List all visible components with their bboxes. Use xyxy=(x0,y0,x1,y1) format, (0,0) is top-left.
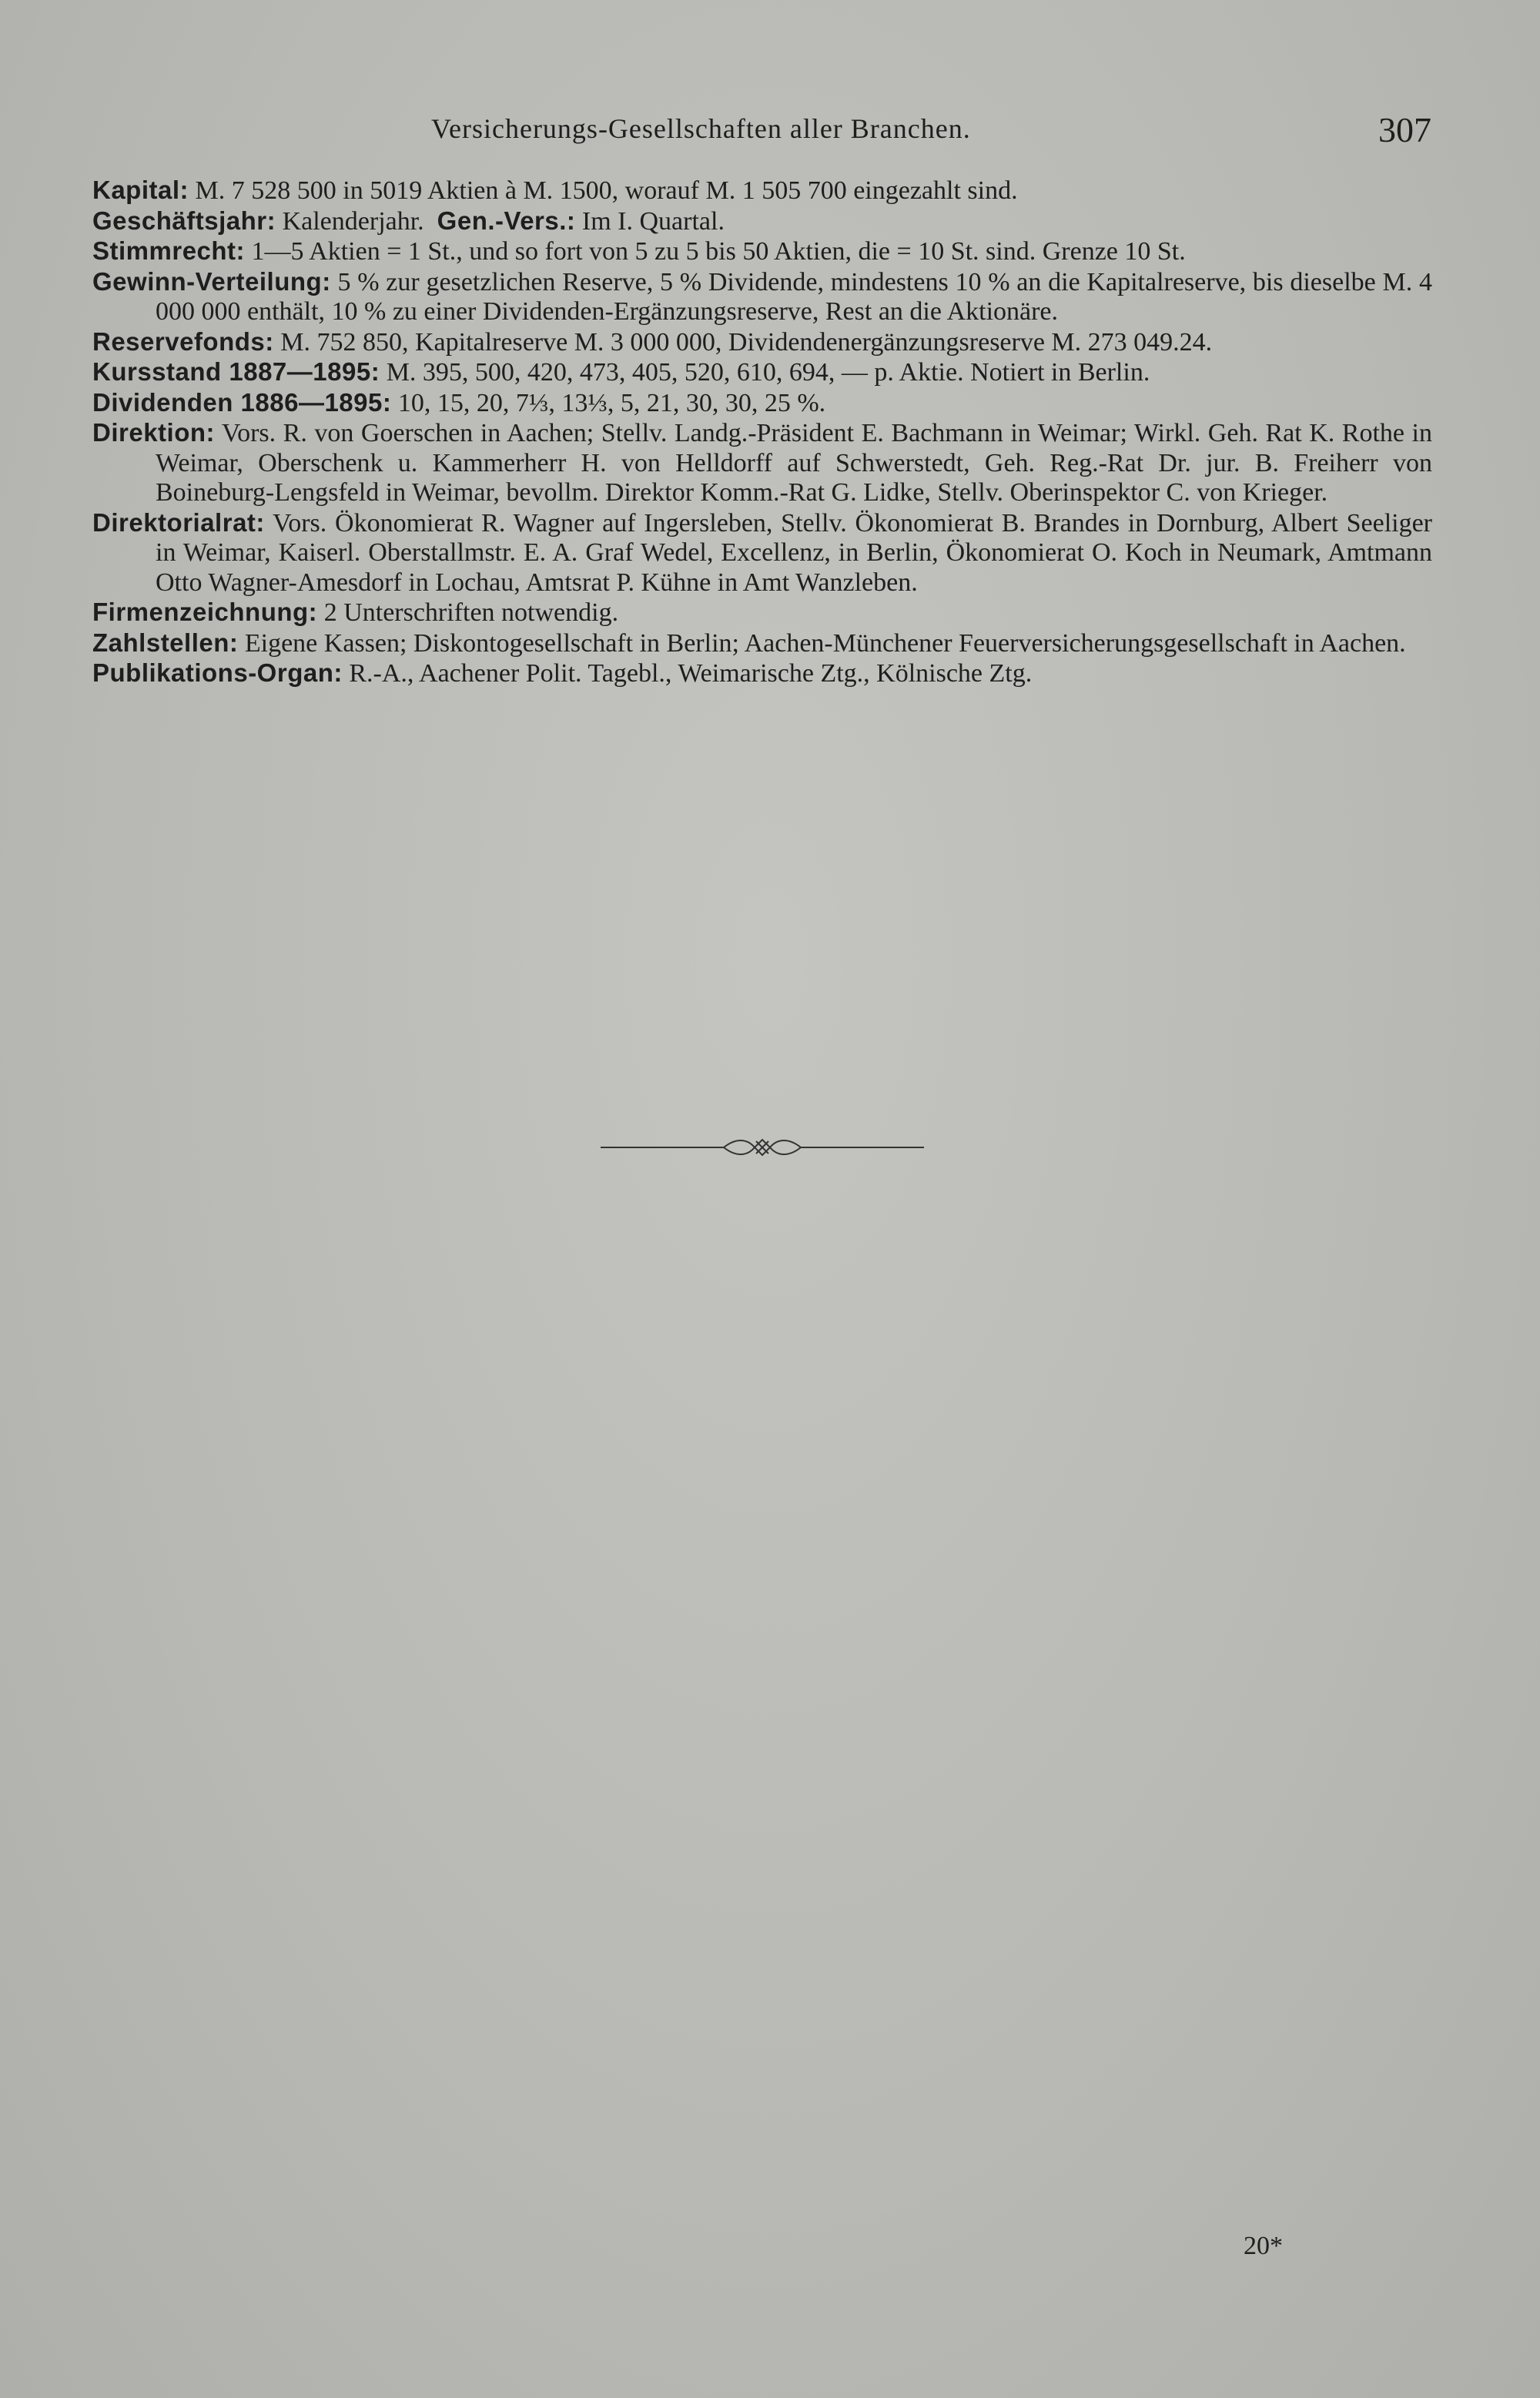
page-number: 307 xyxy=(1378,110,1431,149)
entry-label: Dividenden 1886—1895: xyxy=(92,387,392,417)
entry-label: Stimmrecht: xyxy=(92,236,246,265)
entry-text: Vors. R. von Goerschen in Aachen; Stellv. Landg.-Präsident E. Bachmann in Weimar; Wirkl. Geh. Rat K. Rothe in Weimar, Oberschenk u. Kammerherr H. von Helldorff auf Schwerstedt, Geh. Reg.-Rat Dr. jur. B. Freiherr von Boineburg-Lengsfeld in Weimar, bevollm. Direktor Komm.-Rat G. Lidke, Stellv. Oberinspektor C. von Krieger. xyxy=(156,419,1432,507)
entry-list xyxy=(92,176,1432,689)
entry-label: Reservefonds: xyxy=(92,327,274,356)
entry-kapital xyxy=(92,176,1432,206)
entry-label: Gewinn-Verteilung: xyxy=(92,266,331,296)
entry-dividenden xyxy=(92,388,1432,419)
entry-label: Direktion: xyxy=(92,418,216,447)
entry-text: 5 % zur gesetzlichen Reserve, 5 % Dividende, mindestens 10 % an die Kapitalreserve, bis dieselbe M. 4 000 000 enthält, 10 % zu einer Dividenden-Ergänzungsreserve, Rest an die Aktionäre. xyxy=(156,267,1432,326)
entry-text: 1—5 Aktien = 1 St., und so fort von 5 zu 5 bis 50 Aktien, die = 10 St. sind. Grenze 10 St. xyxy=(245,237,1186,266)
signature-mark: 20* xyxy=(1244,2232,1283,2260)
entry-zahlstellen xyxy=(92,628,1432,659)
entry-label-gen-vers: Gen.-Vers.: xyxy=(437,206,576,235)
entry-text: M. 752 850, Kapitalreserve M. 3 000 000, Dividendenergänzungsreserve M. 273 049.24. xyxy=(273,327,1213,357)
running-title: Versicherungs-Gesellschaften aller Branchen. xyxy=(431,113,971,144)
entry-text: 2 Unterschriften notwendig. xyxy=(317,598,619,627)
entry-text: Vors. Ökonomierat R. Wagner auf Ingersleben, Stellv. Ökonomierat B. Brandes in Dornburg, Albert Seeliger in Weimar, Kaiserl. Oberstallmstr. E. A. Graf Wedel, Excellenz, in Berlin, Ökonomierat O. Koch in Neumark, Amtmann Otto Wagner-Amesdorf in Lochau, Amtsrat P. Kühne in Amt Wanzleben. xyxy=(156,508,1432,597)
entry-direktorialrat xyxy=(92,508,1432,598)
entry-direktion xyxy=(92,418,1432,508)
entry-publikations-organ xyxy=(92,658,1432,689)
entry-geschaeftsjahr xyxy=(92,206,1432,237)
entry-label: Firmenzeichnung: xyxy=(92,598,318,626)
entry-gewinn-verteilung xyxy=(92,267,1432,327)
entry-text: R.-A., Aachener Polit. Tagebl., Weimarische Ztg., Kölnische Ztg. xyxy=(342,659,1033,688)
entry-text: 10, 15, 20, 7⅓, 13⅓, 5, 21, 30, 30, 25 %. xyxy=(391,388,826,417)
entry-text: M. 395, 500, 420, 473, 405, 520, 610, 694, — p. Aktie. Notiert in Berlin. xyxy=(380,358,1150,387)
ornament-divider xyxy=(601,1132,924,1163)
entry-text: Kalenderjahr. xyxy=(276,206,424,236)
entry-reservefonds xyxy=(92,327,1432,358)
entry-label: Direktorialrat: xyxy=(92,507,265,537)
entry-kursstand xyxy=(92,357,1432,388)
entry-label: Kapital: xyxy=(92,176,189,204)
page-header xyxy=(0,108,1540,154)
entry-label: Publikations-Organ: xyxy=(92,658,343,687)
entry-text: Eigene Kassen; Diskontogesellschaft in Berlin; Aachen-Münchener Feuerversicherungsgesellschaft in Aachen. xyxy=(238,628,1406,658)
entry-label: Zahlstellen: xyxy=(92,628,239,657)
entry-label: Geschäftsjahr: xyxy=(92,206,276,235)
entry-text-gen-vers: Im I. Quartal. xyxy=(575,206,725,236)
entry-label: Kursstand 1887—1895: xyxy=(92,357,380,386)
entry-firmenzeichnung xyxy=(92,598,1432,628)
entry-text: M. 7 528 500 in 5019 Aktien à M. 1500, worauf M. 1 505 700 eingezahlt sind. xyxy=(189,176,1018,205)
entry-stimmrecht xyxy=(92,236,1432,267)
